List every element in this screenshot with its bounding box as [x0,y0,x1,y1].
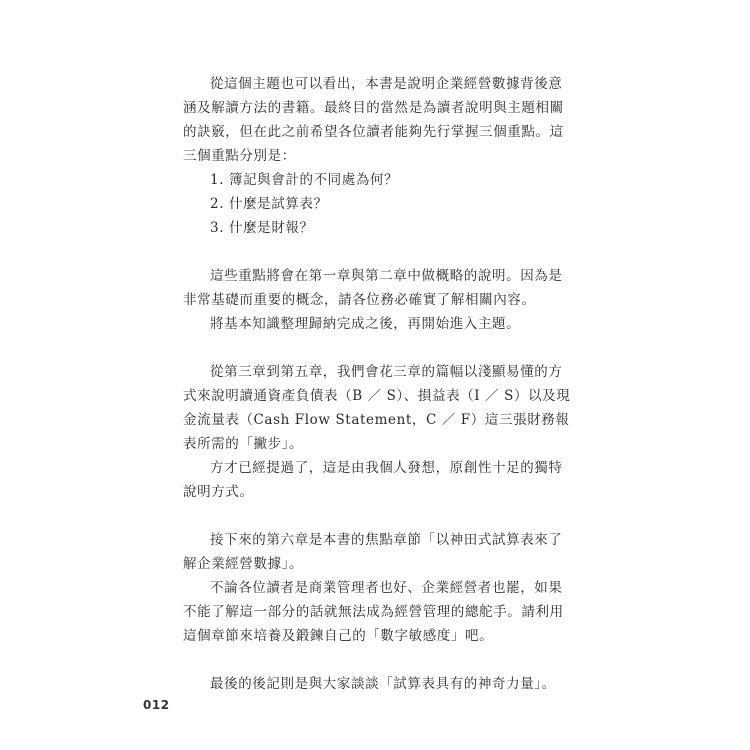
page-number: 012 [143,698,170,712]
paragraph-gap [183,648,573,672]
list-item: 3. 什麼是財報？ [210,220,314,236]
paragraph: 方才已經提過了，這是由我個人發想，原創性十足的獨特說明方式。 [183,460,563,500]
paragraph: 將基本知識整理歸納完成之後，再開始進入主題。 [210,316,521,332]
key-points-list [183,168,573,240]
list-item: 2. 什麼是試算表？ [210,196,328,212]
paragraph: 最後的後記則是與大家談談「試算表具有的神奇力量」。 [210,676,556,692]
paragraph: 這些重點將會在第一章與第二章中做概略的說明。因為是非常基礎而重要的概念，請各位務必確實了解相關內容。 [183,268,563,308]
paragraph-gap [183,504,573,528]
paragraph: 從第三章到第五章，我們會花三章的篇幅以淺顯易懂的方式來說明讀通資產負債表（B ／ S）、損益表（I ／ S）以及現金流量表（Cash Flow Statement，C ／ F）這三張財務報表所需的「撇步」。 [183,364,571,452]
paragraph-gap [183,240,573,264]
paragraph-intro: 從這個主題也可以看出，本書是說明企業經營數據背後意涵及解讀方法的書籍。最終目的當然是為讀者說明與主題相關的訣竅，但在此之前希望各位讀者能夠先行掌握三個重點。這三個重點分別是： [183,76,564,164]
paragraph-gap [183,336,573,360]
paragraph: 接下來的第六章是本書的焦點章節「以神田式試算表來了解企業經營數據」。 [183,532,563,572]
paragraph: 不論各位讀者是商業管理者也好、企業經營者也罷，如果不能了解這一部分的話就無法成為經營管理的總舵手。請利用這個章節來培養及鍛鍊自己的「數字敏感度」吧。 [183,580,564,644]
list-item: 1. 簿記與會計的不同處為何？ [210,172,399,188]
body-text [183,72,573,696]
